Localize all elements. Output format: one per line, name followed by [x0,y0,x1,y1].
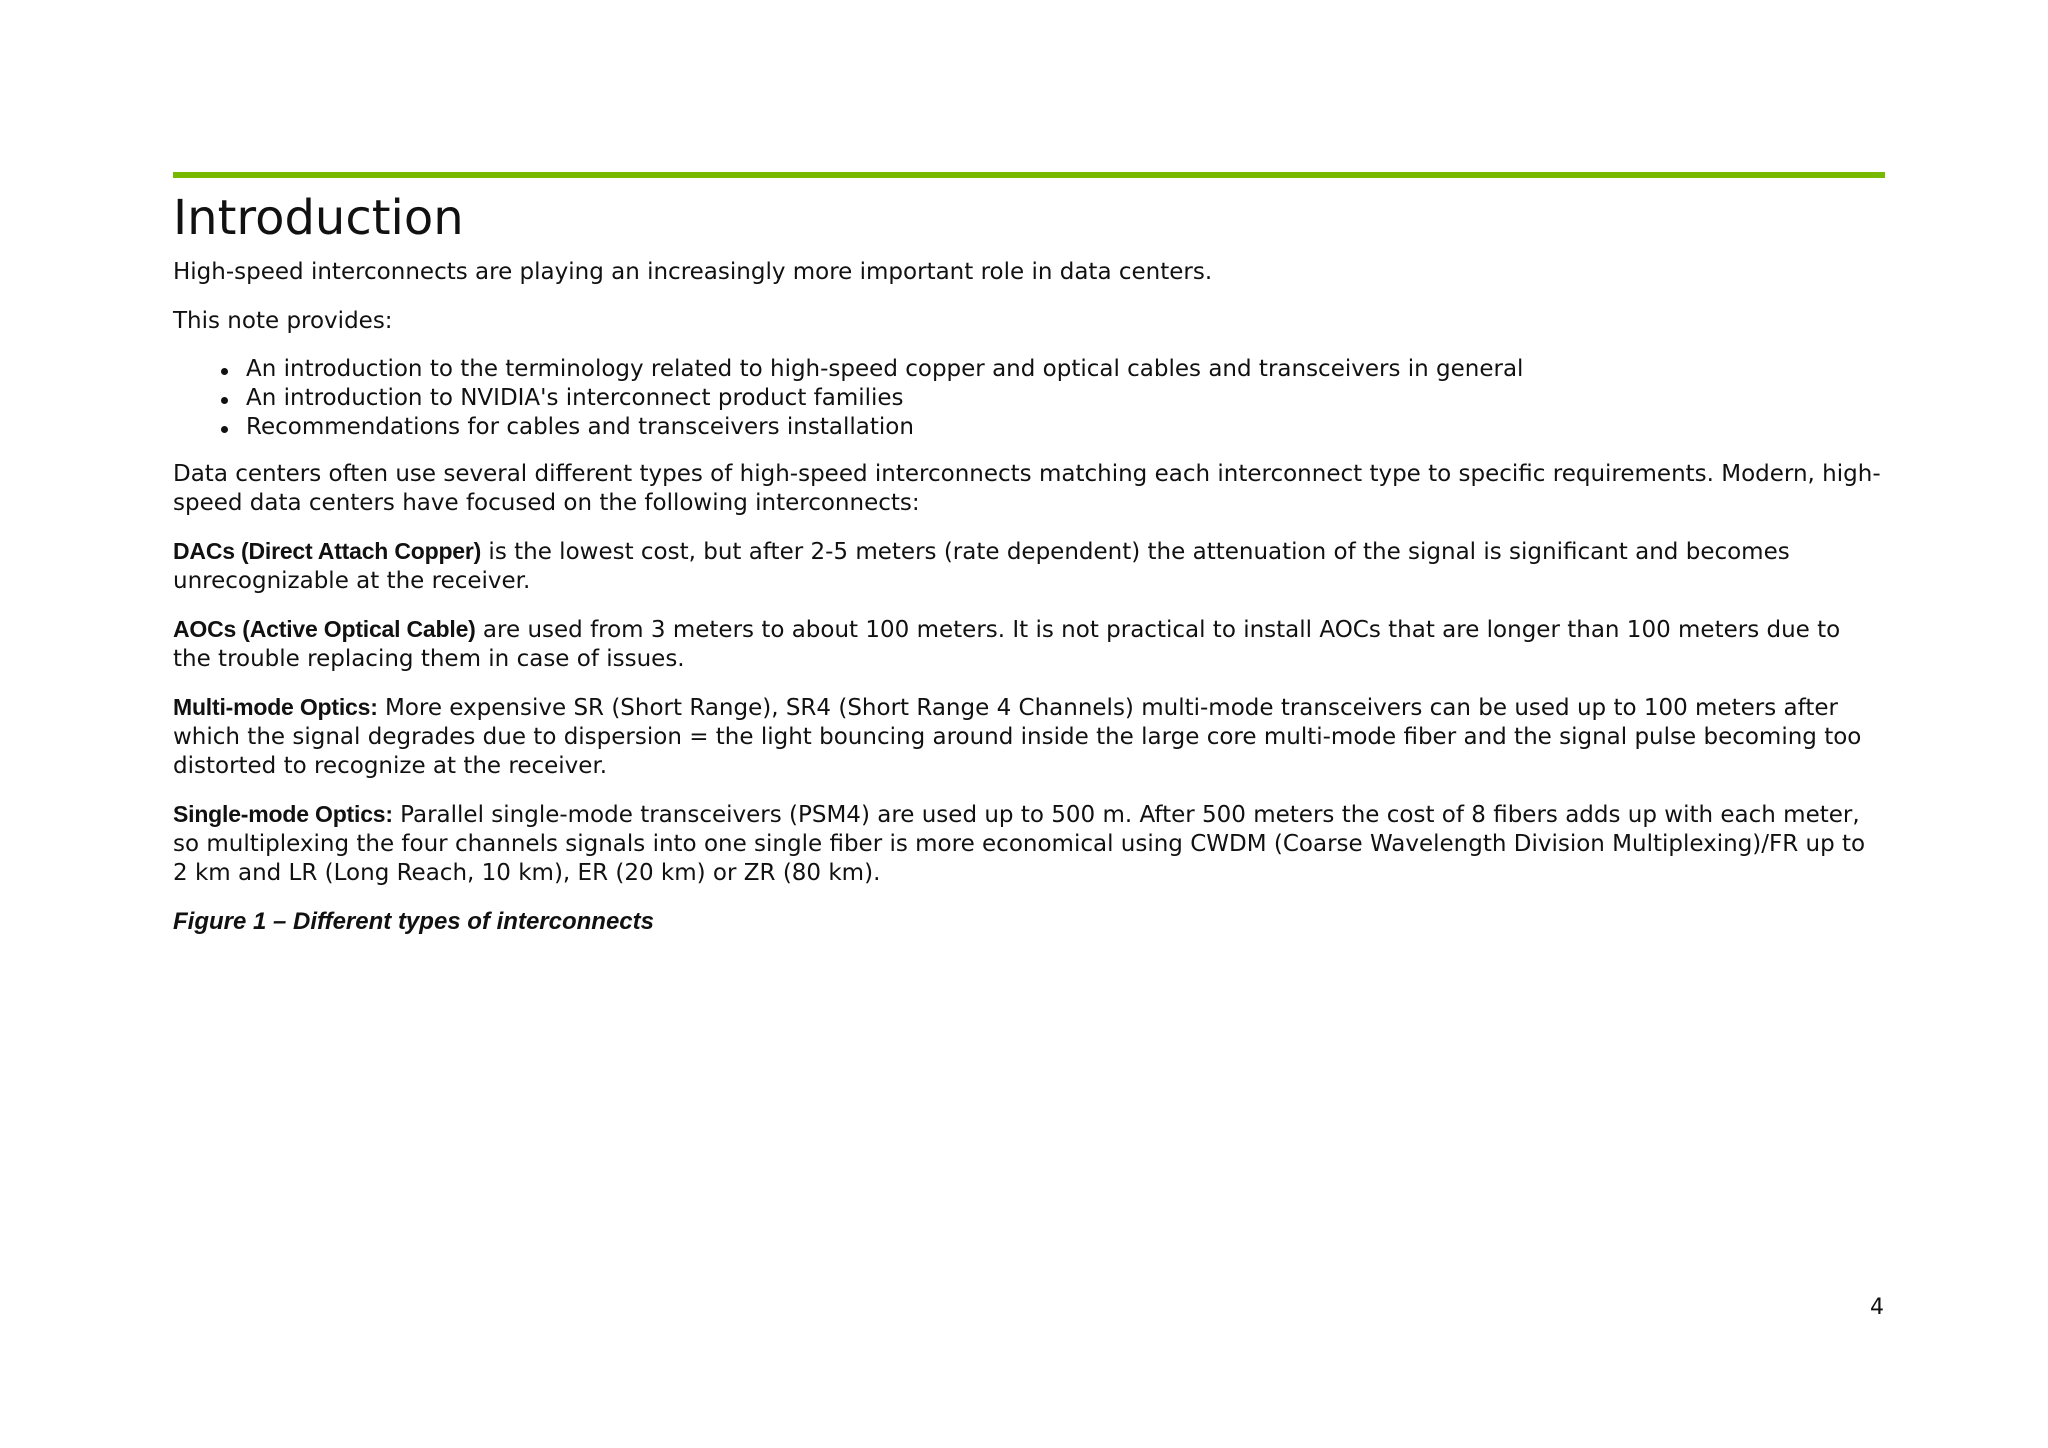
title-rule [173,172,1885,178]
page-number: 4 [1870,1295,1884,1320]
list-item: An introduction to NVIDIA's interconnect product families [246,384,1885,413]
singlemode-term: Single-mode Optics: [173,801,393,827]
dacs-term: DACs (Direct Attach Copper) [173,538,482,564]
dacs-text: is the lowest cost, but after 2-5 meters (rate dependent) the attenuation of the signal is significant and becomes unrecognizable at the receiver. [173,539,1790,594]
multimode-paragraph [173,693,1885,781]
intro-paragraph: High-speed interconnects are playing an increasingly more important role in data centers. [173,259,1213,285]
page-title: Introduction [173,190,464,246]
document-page [173,172,1885,936]
aocs-text: are used from 3 meters to about 100 meters. It is not practical to install AOCs that are longer than 100 meters due to the trouble replacing them in case of issues. [173,617,1841,672]
data-centers-paragraph: Data centers often use several different types of high-speed interconnects matching each interconnect type to specific requirements. Modern, high-speed data centers have focused on the following interconnects: [173,461,1881,516]
singlemode-text: Parallel single-mode transceivers (PSM4) are used up to 500 m. After 500 meters the cost of 8 fibers adds up with each meter, so multiplexing the four channels signals into one single fiber is more economical using CWDM (Coarse Wavelength Division Multiplexing)/FR up to 2 km and LR (Long Reach, 10 km), ER (20 km) or ZR (80 km). [173,802,1866,886]
singlemode-paragraph [173,800,1885,888]
list-item: Recommendations for cables and transceivers installation [246,413,1885,442]
figure-caption: Figure 1 – Different types of interconnects [173,908,654,935]
aocs-paragraph [173,615,1885,674]
dacs-paragraph [173,537,1885,596]
multimode-term: Multi-mode Optics: [173,694,378,720]
multimode-text: More expensive SR (Short Range), SR4 (Short Range 4 Channels) multi-mode transceivers can be used up to 100 meters after which the signal degrades due to dispersion = the light bouncing around inside the large core multi-mode fiber and the signal pulse becoming too distorted to recognize at the receiver. [173,695,1862,779]
provides-list [173,355,1885,442]
aocs-term: AOCs (Active Optical Cable) [173,616,476,642]
list-item: An introduction to the terminology related to high-speed copper and optical cables and transceivers in general [246,355,1885,384]
note-lead-paragraph: This note provides: [173,308,393,334]
